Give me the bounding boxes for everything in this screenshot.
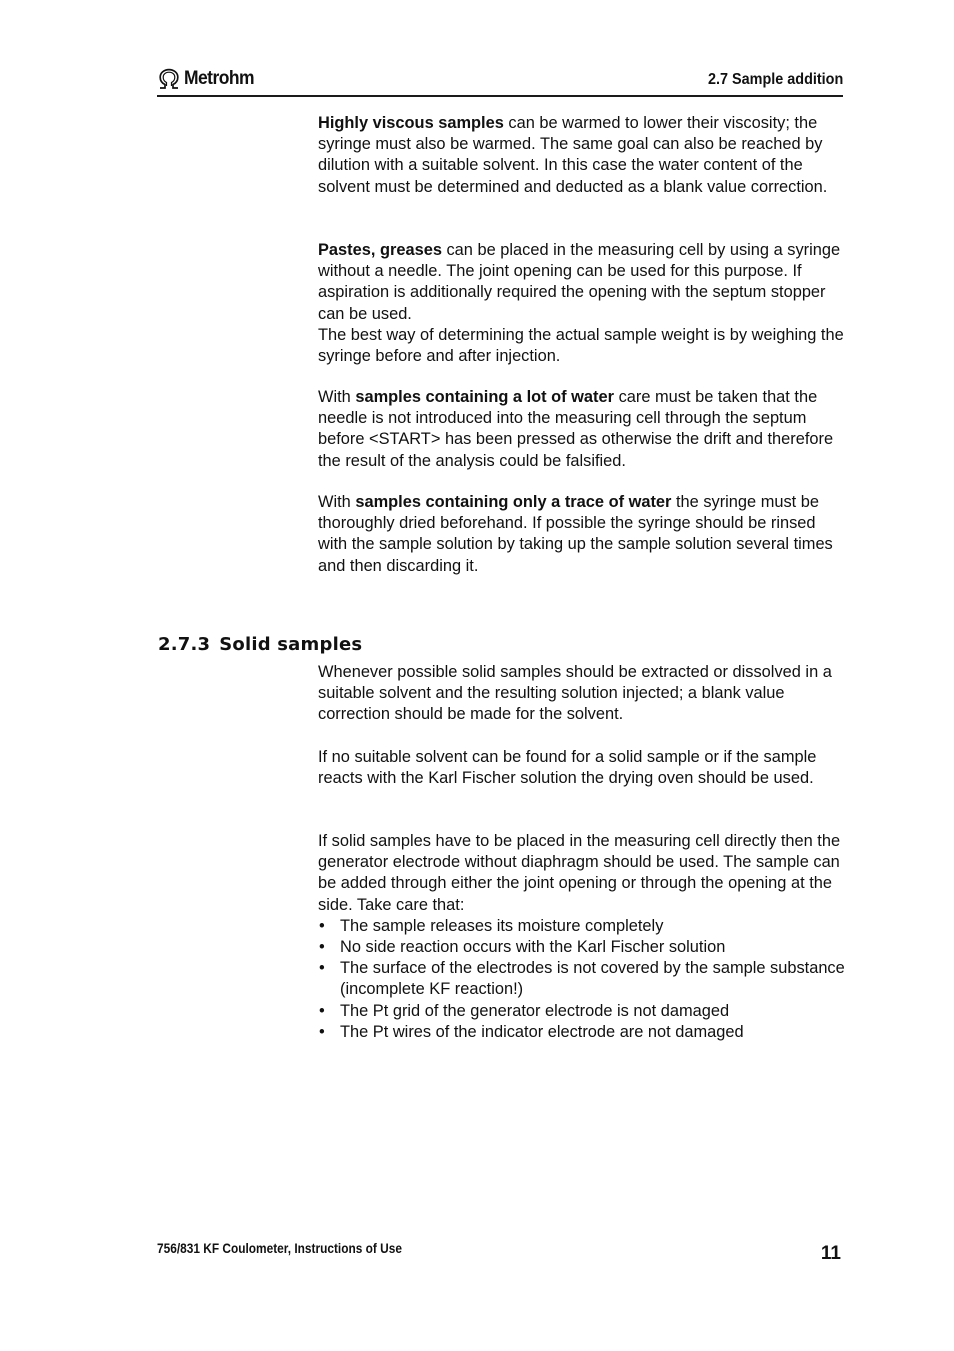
paragraph-text: can be placed in the measuring cell by using a syringe without a needle. The joint opening can be used for this purpose. If aspiration is additionally required the opening with the septum stopper can be used. — [318, 241, 841, 323]
running-section-title: 2.7 Sample addition — [707, 71, 843, 88]
list-item — [318, 937, 848, 958]
bullet-icon: • — [319, 916, 325, 935]
list-item-text: The sample releases its moisture completely — [340, 916, 664, 935]
footer-document-title: 756/831 KF Coulometer, Instructions of Use — [157, 1241, 402, 1256]
paragraph-text: Whenever possible solid samples should be extracted or dissolved in a suitable solvent and the resulting solution injected; a blank value correction should be made for the solvent. — [318, 663, 832, 724]
omega-icon — [157, 68, 181, 90]
section-heading-solid-samples — [158, 634, 362, 655]
paragraph-trace-water — [318, 492, 848, 577]
brand-name: Metrohm — [184, 68, 254, 89]
list-item-text: The surface of the electrodes is not covered by the sample substance (incomplete KF reaction!) — [340, 959, 845, 999]
paragraph-text: can be warmed to lower their viscosity; the syringe must also be warmed. The same goal can also be reached by dilution with a suitable solvent. In this case the water content of the solvent must be determined and deducted as a blank value correction. — [318, 114, 828, 196]
list-item — [318, 916, 848, 937]
section-number: 2.7.3 — [158, 634, 211, 655]
bullet-icon: • — [319, 1022, 325, 1041]
list-item-text: The Pt grid of the generator electrode is not damaged — [340, 1001, 730, 1020]
page-number: 11 — [820, 1243, 841, 1264]
bullet-icon: • — [319, 938, 325, 957]
list-item — [318, 1001, 848, 1022]
list-item — [318, 1022, 848, 1043]
paragraph-viscous-samples — [318, 113, 848, 198]
paragraph-much-water — [318, 387, 848, 472]
paragraph-text: If solid samples have to be placed in the measuring cell directly then the generator electrode without diaphragm should be used. The sample can be added through either the joint opening or through the opening at the side. Take care that: — [318, 832, 841, 914]
paragraph-pastes — [318, 240, 848, 367]
section-title: Solid samples — [219, 634, 363, 655]
list-item — [318, 958, 848, 1000]
paragraph-solid-direct — [318, 831, 848, 1043]
paragraph-solid-oven — [318, 747, 848, 789]
paragraph-text: the syringe must be thoroughly dried beforehand. If possible the syringe should be rinsed with the sample solution by taking up the sample solution several times and then discarding it. — [318, 493, 833, 575]
paragraph-prefix: With — [318, 388, 356, 406]
precaution-list — [318, 916, 848, 1043]
bullet-icon: • — [319, 959, 325, 978]
bullet-icon: • — [319, 1001, 325, 1020]
paragraph-solid-extract — [318, 662, 848, 726]
term-viscous: Highly viscous samples — [318, 114, 504, 132]
paragraph-text: If no suitable solvent can be found for a solid sample or if the sample reacts with the Karl Fischer solution the drying oven should be used. — [318, 748, 817, 788]
list-item-text: The Pt wires of the indicator electrode are not damaged — [340, 1022, 744, 1041]
term-trace-water: samples containing only a trace of water — [355, 493, 672, 511]
brand-logo — [157, 68, 260, 90]
paragraph-text-weighing: The best way of determining the actual sample weight is by weighing the syringe before and after injection. — [318, 325, 844, 366]
page-header — [157, 64, 843, 97]
list-item-text: No side reaction occurs with the Karl Fischer solution — [340, 938, 726, 957]
paragraph-text: care must be taken that the needle is not introduced into the measuring cell through the septum before <START> has been pressed as otherwise the drift and therefore the result of the analysis could be falsified. — [318, 388, 834, 470]
paragraph-prefix: With — [318, 493, 356, 511]
term-pastes: Pastes, greases — [318, 241, 442, 259]
term-much-water: samples containing a lot of water — [355, 388, 615, 406]
